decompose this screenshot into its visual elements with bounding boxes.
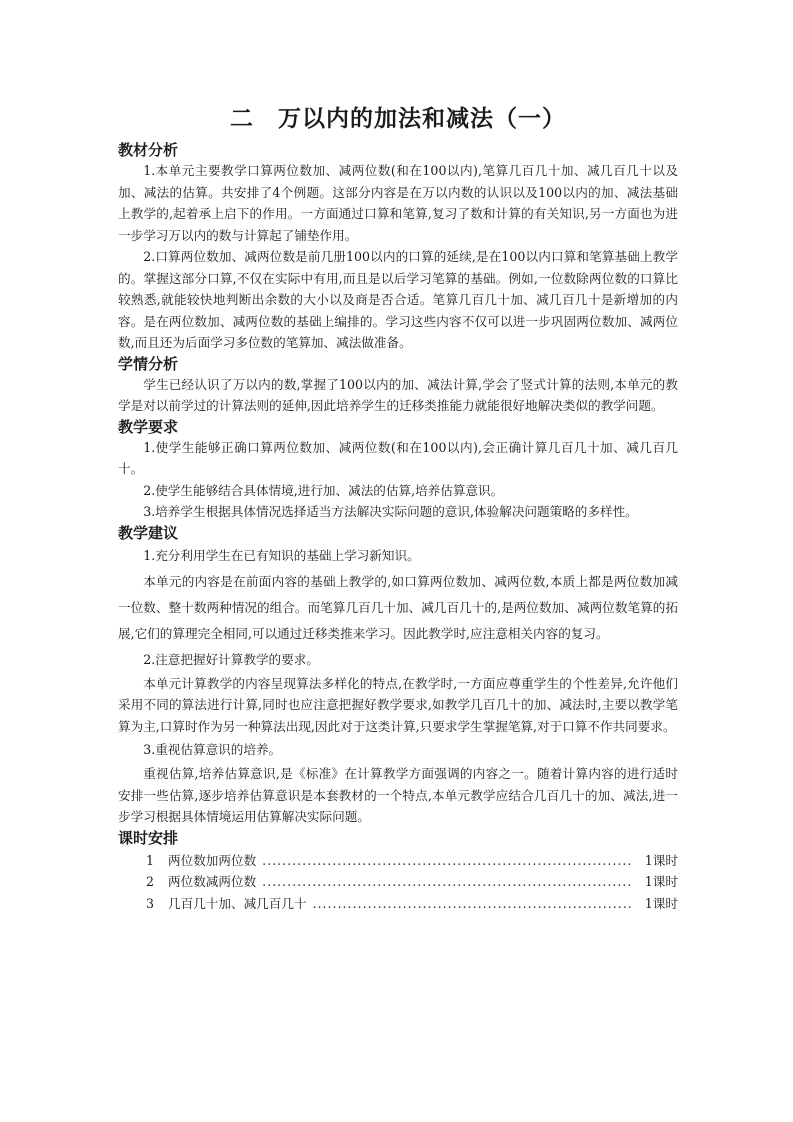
heading-analysis: 教材分析 bbox=[118, 141, 179, 159]
page-title: 二 万以内的加法和减法（一） bbox=[230, 105, 566, 132]
dot-leader bbox=[262, 850, 632, 872]
schedule-item-title: 两位数加两位数 bbox=[168, 852, 257, 868]
schedule-item-number: 3 bbox=[146, 895, 155, 911]
suggestion-1-title: 1.充分利用学生在已有知识的基础上学习新知识。 bbox=[143, 547, 420, 563]
suggestion-3-title: 3.重视估算意识的培养。 bbox=[143, 742, 282, 757]
heading-schedule: 课时安排 bbox=[118, 828, 179, 847]
suggestion-2-body: 本单元计算教学的内容呈现算法多样化的特点,在教学时,一方面应尊重学生的个性差异,允许他们采用不同的算法进行计算,同时也应注意把握好教学要求,如教学几百几十的加、减法时,主要以教学笔算为主,口算时作为另一种算法出现,因此对于这类计算,只要求学生掌握笔算,对于口算不作共同要求。 bbox=[118, 675, 678, 734]
suggestion-3-body: 重视估算,培养估算意识,是《标准》在计算教学方面强调的内容之一。随着计算内容的进行适时安排一些估算,逐步培养估算意识是本套教材的一个特点,本单元教学应结合几百几十的加、减法,进一步学习根据具体情境运用估算解决实际问题。 bbox=[118, 766, 678, 824]
schedule-item bbox=[118, 893, 678, 915]
schedule-item-hours: 1课时 bbox=[644, 874, 678, 889]
heading-suggestions: 教学建议 bbox=[118, 523, 179, 542]
requirement-3: 3.培养学生根据具体情况选择适当方法解决实际问题的意识,体验解决问题策略的多样性。 bbox=[143, 504, 638, 519]
suggestion-1-body: 本单元的内容是在前面内容的基础上教学的,如口算两位数加、减两位数,本质上都是两位数加减一位数、整十数两种情况的组合。而笔算几百几十加、减几百几十的,是两位数加、减两位数笔算的拓展,它们的算理完全相同,可以通过迁移类推来学习。因此教学时,应注意相关内容的复习。 bbox=[118, 573, 678, 641]
schedule-item-hours: 1课时 bbox=[644, 895, 678, 911]
students-paragraph: 学生已经认识了万以内的数,掌握了100以内的加、减法计算,学会了竖式计算的法则,本单元的教学是对以前学过的计算法则的延伸,因此培养学生的迁移类推能力就能很好地解决类似的教学问题。 bbox=[118, 376, 678, 413]
document-content bbox=[118, 104, 678, 914]
schedule-list bbox=[118, 850, 678, 915]
heading-students: 学情分析 bbox=[118, 354, 179, 373]
schedule-item-hours: 1课时 bbox=[644, 852, 678, 868]
schedule-item bbox=[118, 871, 678, 893]
schedule-item-number: 2 bbox=[146, 874, 155, 889]
schedule-item-title: 两位数减两位数 bbox=[168, 874, 257, 889]
analysis-paragraph-1: 1.本单元主要教学口算两位数加、减两位数(和在100以内),笔算几百几十加、减几百几十以及加、减法的估算。共安排了4个例题。这部分内容是在万以内数的认识以及100以内的加、减法基础上教学的,起着承上启下的作用。一方面通过口算和笔算,复习了数和计算的有关知识,另一方面也为进一步学习万以内的数与计算起了铺垫作用。 bbox=[118, 163, 678, 243]
dot-leader bbox=[262, 871, 632, 893]
schedule-item bbox=[118, 850, 678, 872]
analysis-paragraph-2: 2.口算两位数加、减两位数是前几册100以内的口算的延续,是在100以内口算和笔算基础上教学的。掌握这部分口算,不仅在实际中有用,而且是以后学习笔算的基础。例如,一位数除两位数的口算比较熟悉,就能较快地判断出余数的大小以及商是否合适。笔算几百几十加、减几百几十是新增加的内容。是在两位数加、减两位数的基础上编排的。学习这些内容不仅可以进一步巩固两位数加、减两位数,而且还为后面学习多位数的笔算加、减法做准备。 bbox=[118, 249, 678, 350]
schedule-item-title: 几百几十加、减几百几十 bbox=[168, 895, 307, 911]
schedule-item-number: 1 bbox=[146, 852, 155, 868]
requirement-1: 1.使学生能够正确口算两位数加、减两位数(和在100以内),会正确计算几百几十加、减几百几十。 bbox=[118, 439, 678, 476]
requirement-2: 2.使学生能够结合具体情境,进行加、减法的估算,培养估算意识。 bbox=[143, 482, 504, 498]
dot-leader bbox=[313, 893, 632, 915]
suggestion-2-title: 2.注意把握好计算教学的要求。 bbox=[143, 651, 319, 667]
heading-requirements: 教学要求 bbox=[118, 417, 179, 436]
